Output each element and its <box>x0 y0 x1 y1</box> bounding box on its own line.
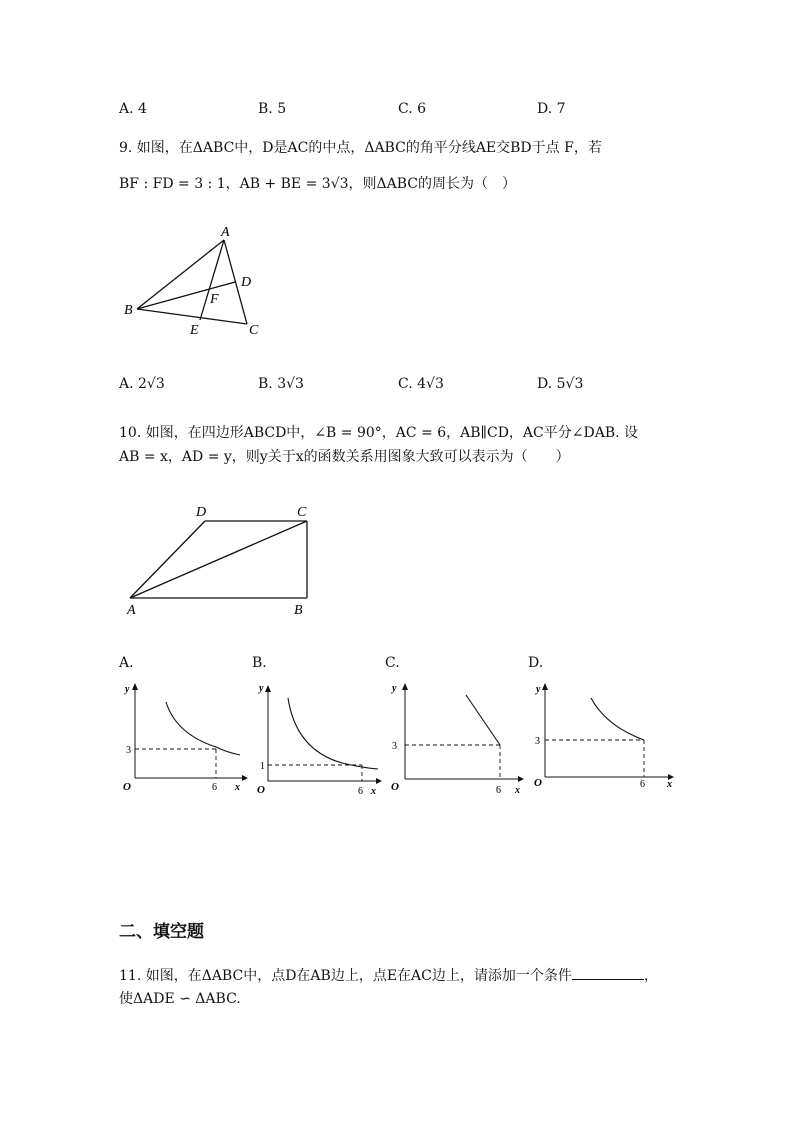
q10-graph-d-origin: O <box>534 777 542 789</box>
q10-label-a: A <box>127 603 136 618</box>
q11-answer-blank[interactable] <box>572 965 644 980</box>
q10-graph-c-origin: O <box>391 781 399 793</box>
q10-graph-c-label: C. <box>385 655 400 671</box>
q8-option-b: B. 5 <box>258 101 287 117</box>
q10-graph-c-x-tick: 6 <box>496 785 501 796</box>
q10-label-b: B <box>294 603 303 618</box>
q10-graph-c-y-axis-label: y <box>392 683 397 694</box>
q10-graph-a-origin: O <box>123 781 131 793</box>
q10-graph-d-x-axis-label: x <box>667 779 672 790</box>
q10-graph-b <box>252 680 384 798</box>
q9-option-b: B. 3√3 <box>258 376 304 392</box>
q10-graph-a-y-axis-label: y <box>125 684 130 695</box>
section-heading-fill-in: 二、填空题 <box>119 922 204 942</box>
q9-option-a: A. 2√3 <box>119 376 165 392</box>
q10-graph-b-y-axis-label: y <box>259 683 264 694</box>
q9-segment-bd <box>137 282 235 309</box>
q10-stem-line2: AB = x，AD = y，则y关于x的函数关系用图象大致可以表示为（ ） <box>119 449 570 465</box>
q10-graph-d <box>528 680 678 798</box>
q9-label-a: A <box>221 225 230 240</box>
q10-label-d: D <box>196 505 207 520</box>
q10-graph-d-curve <box>591 698 644 740</box>
q9-stem-line1: 9. 如图，在ΔABC中，D是AC的中点，ΔABC的角平分线AE交BD于点 F，若 <box>119 140 602 156</box>
q10-stem-line1: 10. 如图，在四边形ABCD中，∠B = 90°，AC = 6，AB∥CD，AC平分∠DAB. 设 <box>119 425 639 441</box>
q10-quadrilateral-figure <box>118 500 328 620</box>
q10-graph-a-curve <box>166 702 240 755</box>
q10-graph-a-x-axis-label: x <box>235 782 240 793</box>
q10-graph-a <box>118 680 250 798</box>
q9-option-c: C. 4√3 <box>398 376 444 392</box>
q10-graph-b-x-tick: 6 <box>358 786 363 797</box>
q9-triangle-figure <box>110 218 280 343</box>
q11-stem-line1-end: ， <box>643 968 658 984</box>
q10-graph-a-label: A. <box>119 655 134 671</box>
q10-graph-b-y-tick: 1 <box>260 761 265 772</box>
q10-side-da <box>130 521 205 598</box>
q9-label-c: C <box>249 323 259 338</box>
q10-graph-b-origin: O <box>257 784 265 796</box>
q10-graph-c <box>385 680 525 798</box>
q9-label-e: E <box>190 323 199 338</box>
q9-label-b: B <box>124 303 133 318</box>
q9-segment-ae <box>200 240 224 320</box>
q11-stem-line2: 使ΔADE ∽ ΔABC. <box>119 991 241 1007</box>
q8-option-d: D. 7 <box>537 101 566 117</box>
q9-option-d: D. 5√3 <box>537 376 584 392</box>
q10-diagonal-ac <box>130 521 307 598</box>
q10-graph-b-label: B. <box>252 655 267 671</box>
q11-stem-line1 <box>119 965 658 986</box>
q10-graph-d-y-tick: 3 <box>535 736 540 747</box>
q9-label-f: F <box>210 292 219 307</box>
q10-graph-b-x-axis-label: x <box>371 786 376 797</box>
q10-graph-d-x-tick: 6 <box>640 779 645 790</box>
q10-graph-d-label: D. <box>528 655 544 671</box>
q9-stem-line2: BF : FD = 3 : 1，AB + BE = 3√3，则ΔABC的周长为（ ） <box>119 176 517 192</box>
q8-option-c: C. 6 <box>398 101 427 117</box>
q10-graph-d-y-axis-label: y <box>536 684 541 695</box>
q10-graph-a-x-tick: 6 <box>212 782 217 793</box>
q8-option-a: A. 4 <box>119 101 147 117</box>
q10-graph-c-y-tick: 3 <box>392 741 397 752</box>
q9-label-d: D <box>241 275 252 290</box>
q10-graph-c-x-axis-label: x <box>515 785 520 796</box>
q10-graph-c-line <box>466 695 500 745</box>
q11-stem-line1-text: 11. 如图，在ΔABC中，点D在AB边上，点E在AC边上，请添加一个条件 <box>119 968 572 984</box>
q10-graph-b-curve <box>288 698 378 769</box>
q9-side-bc <box>137 309 247 324</box>
q10-graph-a-y-tick: 3 <box>126 745 131 756</box>
q10-label-c: C <box>297 505 307 520</box>
